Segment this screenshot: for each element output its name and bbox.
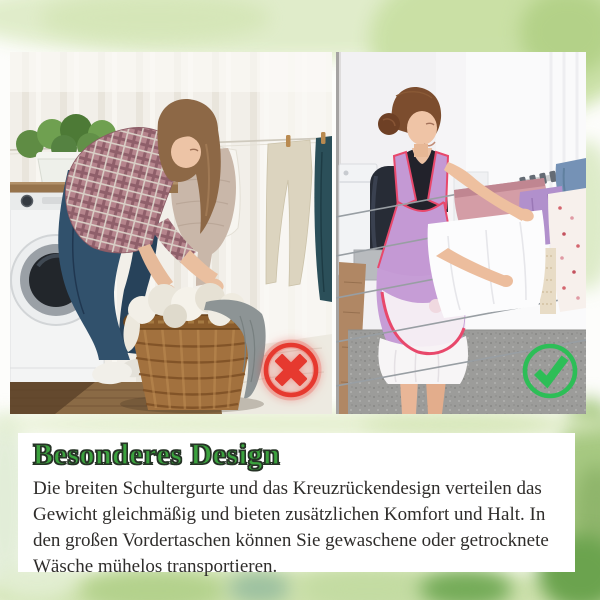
hand — [499, 275, 513, 287]
caption-body-text: Die breiten Schultergurte und das Kreuzrückendesign verteilen das Gewicht gleichmäßig und bieten zusätzlichen Komfort und Halt. In den großen Vordertaschen können Sie gewaschene oder getrocknete Wäsche mühelos transportieren. — [33, 478, 549, 577]
caption-heading: Besonderes Design — [33, 438, 281, 471]
leg — [400, 380, 418, 414]
caption-box — [18, 433, 575, 577]
hair-bun — [378, 113, 400, 135]
face — [171, 136, 201, 168]
check-icon — [520, 341, 580, 401]
face — [407, 111, 437, 145]
watercolor-blob — [40, 0, 270, 42]
x-icon — [261, 340, 321, 400]
white-sheet — [428, 210, 546, 318]
